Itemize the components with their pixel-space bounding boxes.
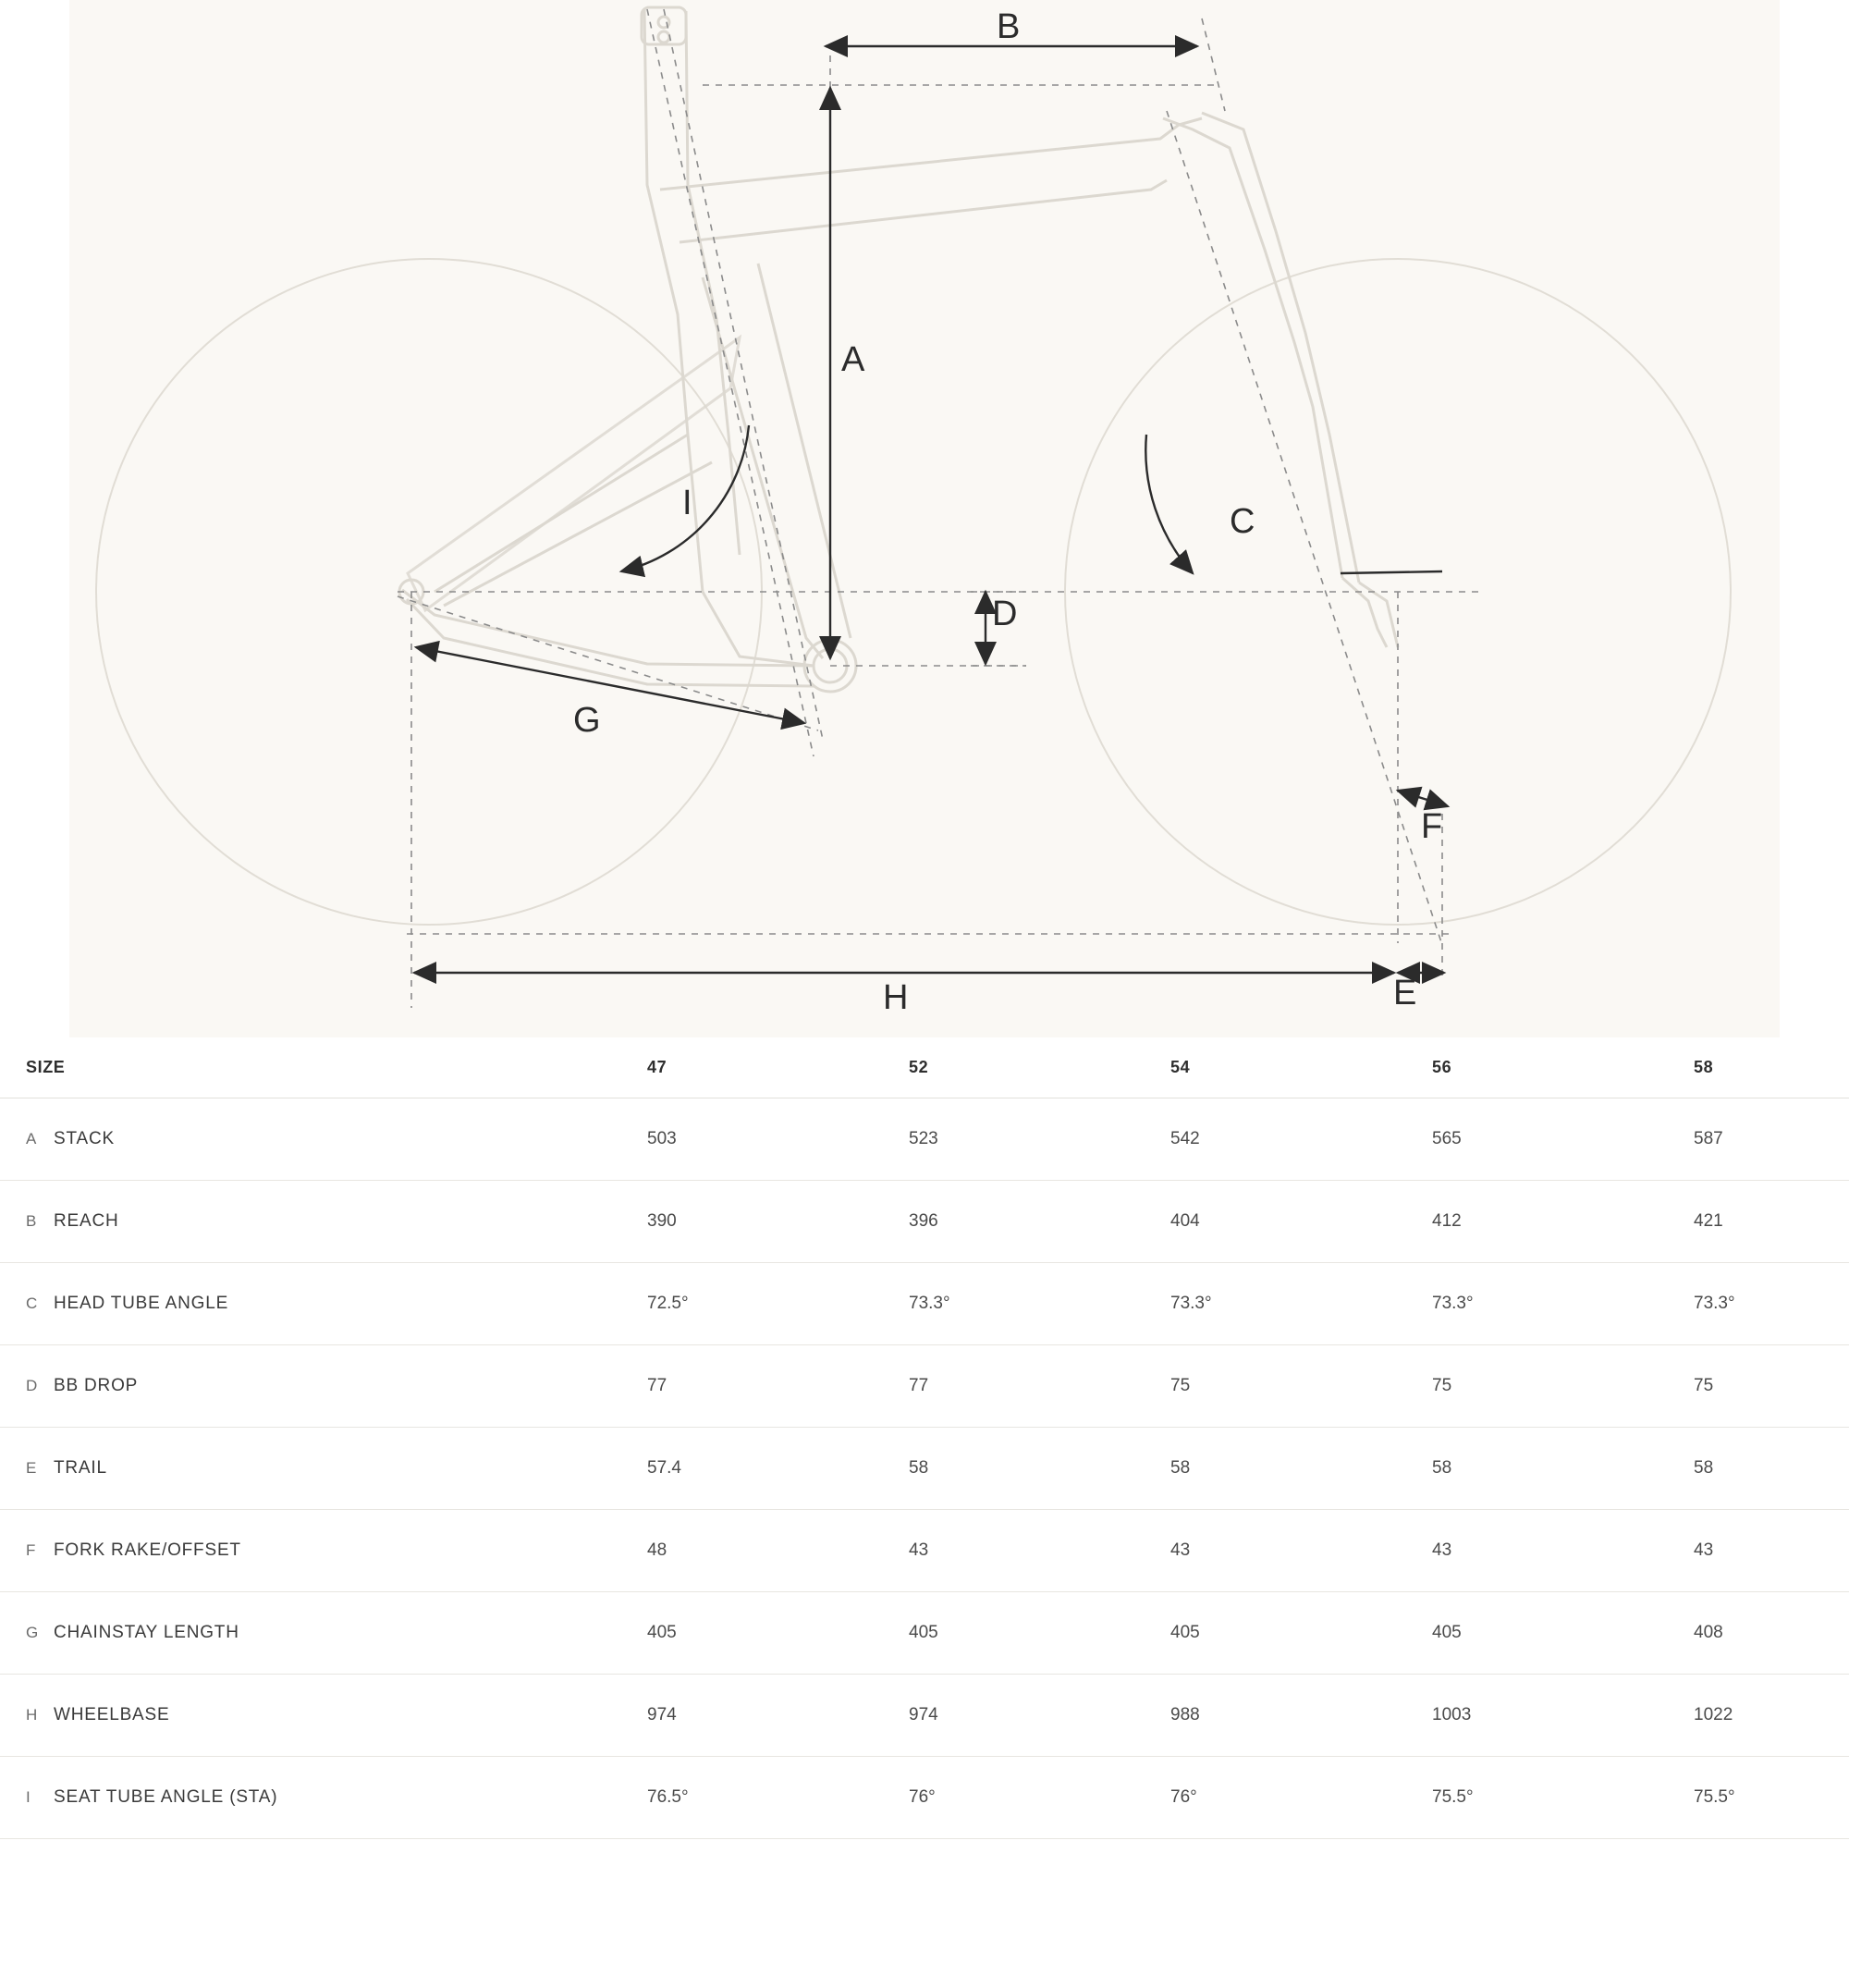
cell-chainstay-54: 405 (1170, 1592, 1432, 1675)
row-name: FORK RAKE/OFFSET (54, 1540, 241, 1560)
cell-wheelbase-54: 988 (1170, 1675, 1432, 1757)
cell-stack-58: 587 (1694, 1098, 1849, 1181)
row-name: STACK (54, 1129, 115, 1148)
row-name: SEAT TUBE ANGLE (STA) (54, 1787, 278, 1807)
dim-label-C: C (1230, 502, 1255, 541)
cell-sta-54: 76° (1170, 1757, 1432, 1839)
dim-label-I: I (682, 484, 692, 522)
row-name: WHEELBASE (54, 1705, 170, 1724)
column-header-56: 56 (1432, 1037, 1694, 1098)
dim-label-H: H (883, 978, 909, 1017)
row-label-bb-drop (0, 1345, 647, 1428)
cell-reach-47: 390 (647, 1181, 909, 1263)
row-key: G (26, 1624, 39, 1641)
column-header-58: 58 (1694, 1037, 1849, 1098)
cell-reach-54: 404 (1170, 1181, 1432, 1263)
table-row (0, 1510, 1849, 1592)
cell-fork-47: 48 (647, 1510, 909, 1592)
cell-fork-52: 43 (909, 1510, 1170, 1592)
row-key: A (26, 1130, 37, 1147)
cell-wheelbase-47: 974 (647, 1675, 909, 1757)
cell-stack-47: 503 (647, 1098, 909, 1181)
row-label-stack (0, 1098, 647, 1181)
cell-hta-52: 73.3° (909, 1263, 1170, 1345)
row-name: HEAD TUBE ANGLE (54, 1294, 229, 1313)
construction-lines (398, 9, 1479, 1008)
cell-trail-47: 57.4 (647, 1428, 909, 1510)
cell-bbdrop-58: 75 (1694, 1345, 1849, 1428)
column-header-size: SIZE (0, 1037, 647, 1098)
table-header-row (0, 1037, 1849, 1098)
cell-fork-56: 43 (1432, 1510, 1694, 1592)
row-key: F (26, 1541, 36, 1559)
cell-sta-47: 76.5° (647, 1757, 909, 1839)
table-row (0, 1181, 1849, 1263)
table-row (0, 1428, 1849, 1510)
dim-label-F: F (1421, 807, 1443, 846)
row-key: H (26, 1706, 38, 1724)
row-key: I (26, 1788, 31, 1806)
row-key: B (26, 1212, 37, 1230)
cell-reach-58: 421 (1694, 1181, 1849, 1263)
column-header-47: 47 (647, 1037, 909, 1098)
row-key: C (26, 1295, 38, 1312)
wheel-outlines (96, 259, 1731, 925)
row-key: D (26, 1377, 38, 1394)
cell-trail-54: 58 (1170, 1428, 1432, 1510)
cell-stack-52: 523 (909, 1098, 1170, 1181)
row-label-trail (0, 1428, 647, 1510)
cell-wheelbase-58: 1022 (1694, 1675, 1849, 1757)
row-label-wheelbase (0, 1675, 647, 1757)
frame-silhouette (399, 7, 1398, 692)
table-body (0, 1098, 1849, 1839)
table-header (0, 1037, 1849, 1098)
cell-trail-58: 58 (1694, 1428, 1849, 1510)
cell-reach-52: 396 (909, 1181, 1170, 1263)
cell-bbdrop-56: 75 (1432, 1345, 1694, 1428)
cell-sta-58: 75.5° (1694, 1757, 1849, 1839)
cell-wheelbase-52: 974 (909, 1675, 1170, 1757)
cell-chainstay-58: 408 (1694, 1592, 1849, 1675)
row-label-seat-tube-angle (0, 1757, 647, 1839)
cell-chainstay-47: 405 (647, 1592, 909, 1675)
row-key: E (26, 1459, 37, 1477)
row-name: BB DROP (54, 1376, 139, 1395)
cell-hta-47: 72.5° (647, 1263, 909, 1345)
row-name: REACH (54, 1211, 119, 1231)
cell-hta-58: 73.3° (1694, 1263, 1849, 1345)
geometry-table (0, 1037, 1849, 1839)
table-row (0, 1592, 1849, 1675)
dim-label-A: A (841, 340, 865, 379)
row-label-chainstay-length (0, 1592, 647, 1675)
row-label-reach (0, 1181, 647, 1263)
table-row (0, 1345, 1849, 1428)
table-row (0, 1757, 1849, 1839)
cell-stack-54: 542 (1170, 1098, 1432, 1181)
column-header-52: 52 (909, 1037, 1170, 1098)
cell-trail-52: 58 (909, 1428, 1170, 1510)
cell-fork-54: 43 (1170, 1510, 1432, 1592)
cell-stack-56: 565 (1432, 1098, 1694, 1181)
row-name: CHAINSTAY LENGTH (54, 1623, 239, 1642)
cell-sta-56: 75.5° (1432, 1757, 1694, 1839)
cell-bbdrop-52: 77 (909, 1345, 1170, 1428)
cell-trail-56: 58 (1432, 1428, 1694, 1510)
row-name: TRAIL (54, 1458, 107, 1478)
cell-chainstay-56: 405 (1432, 1592, 1694, 1675)
dim-label-E: E (1393, 974, 1417, 1012)
cell-wheelbase-56: 1003 (1432, 1675, 1694, 1757)
cell-reach-56: 412 (1432, 1181, 1694, 1263)
cell-hta-56: 73.3° (1432, 1263, 1694, 1345)
table-row (0, 1675, 1849, 1757)
cell-sta-52: 76° (909, 1757, 1170, 1839)
row-label-head-tube-angle (0, 1263, 647, 1345)
dim-label-B: B (997, 7, 1021, 46)
dim-label-G: G (573, 701, 601, 740)
row-label-fork-rake-offset (0, 1510, 647, 1592)
table-row (0, 1263, 1849, 1345)
cell-chainstay-52: 405 (909, 1592, 1170, 1675)
cell-hta-54: 73.3° (1170, 1263, 1432, 1345)
table-row (0, 1098, 1849, 1181)
cell-bbdrop-47: 77 (647, 1345, 909, 1428)
cell-bbdrop-54: 75 (1170, 1345, 1432, 1428)
column-header-54: 54 (1170, 1037, 1432, 1098)
dim-label-D: D (992, 595, 1018, 633)
cell-fork-58: 43 (1694, 1510, 1849, 1592)
